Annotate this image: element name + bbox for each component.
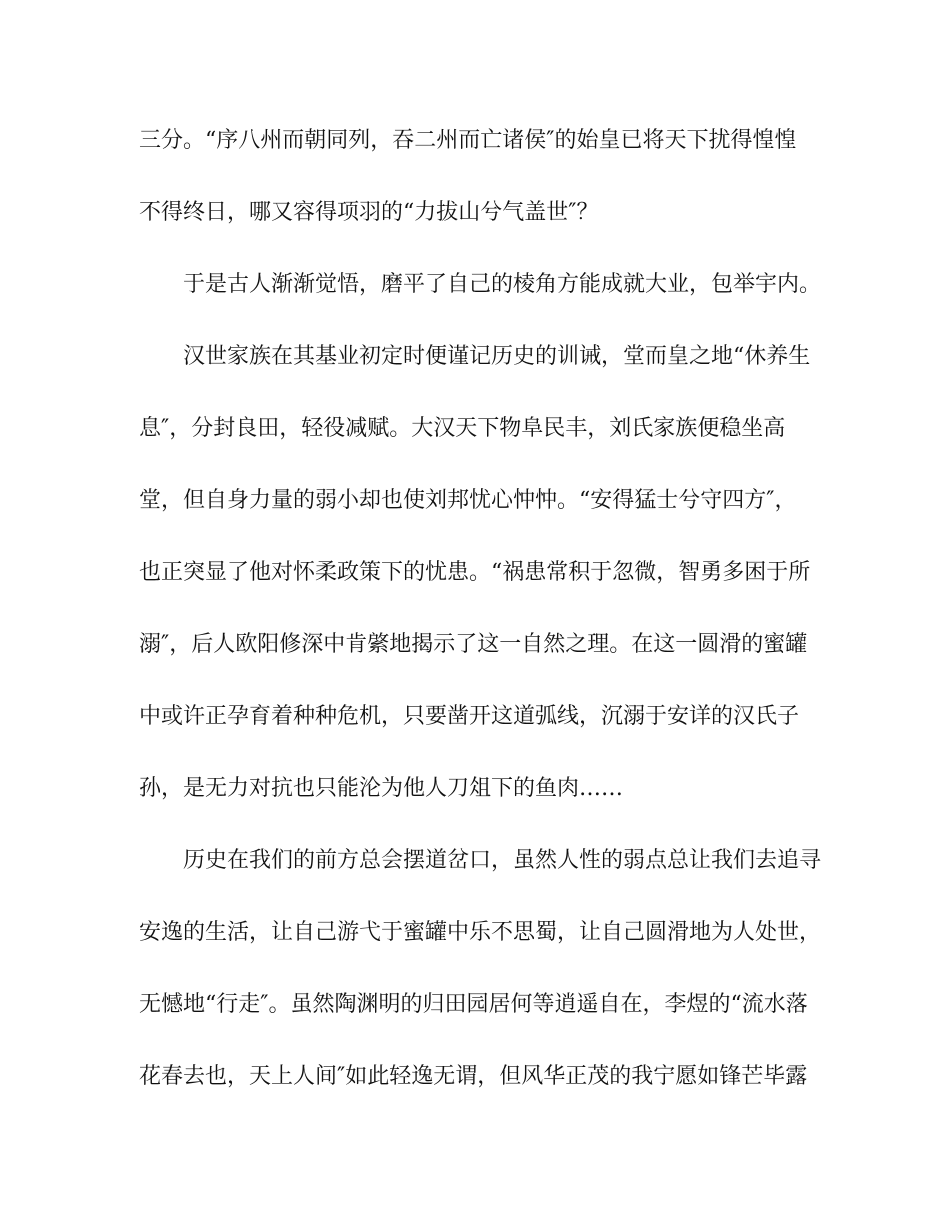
- text-line-4: 汉世家族在其基业初定时便谨记历史的训诫，堂而皇之地“休养生: [183, 344, 811, 369]
- text-line-5: 息″，分封良田，轻役减赋。大汉天下物阜民丰，刘氏家族便稳坐高: [139, 416, 786, 441]
- text-line-11: 历史在我们的前方总会摆道岔口，虽然人性的弱点总让我们去追寻: [183, 848, 822, 873]
- text-line-6: 堂，但自身力量的弱小却也使刘邦忧心忡忡。“安得猛士兮守四方″，: [139, 488, 797, 513]
- text-line-9: 中或许正孕育着种种危机，只要凿开这道弧线，沉溺于安详的汉氏子: [139, 704, 800, 729]
- text-line-7: 也正突显了他对怀柔政策下的忧患。“祸患常积于忽微，智勇多困于所: [139, 560, 811, 585]
- text-line-3: 于是古人渐渐觉悟，磨平了自己的棱角方能成就大业，包举宇内。: [183, 272, 822, 297]
- text-line-2: 不得终日，哪又容得项羽的“力拔山兮气盖世″？: [139, 200, 599, 225]
- text-line-10: 孙，是无力对抗也只能沦为他人刀俎下的鱼肉……: [139, 776, 624, 801]
- text-line-8: 溺″，后人欧阳修深中肯綮地揭示了这一自然之理。在这一圆滑的蜜罐: [139, 632, 808, 657]
- text-line-1: 三分。“序八州而朝同列，吞二州而亡诸侯″的始皇已将天下扰得惶惶: [139, 128, 797, 153]
- text-line-12: 安逸的生活，让自己游弋于蜜罐中乐不思蜀，让自己圆滑地为人处世，: [139, 920, 822, 945]
- text-line-14: 花春去也，天上人间″如此轻逸无谓，但风华正茂的我宁愿如锋芒毕露: [139, 1064, 808, 1089]
- text-line-13: 无憾地“行走″。虽然陶渊明的归田园居何等逍遥自在，李煜的“流水落: [139, 992, 808, 1017]
